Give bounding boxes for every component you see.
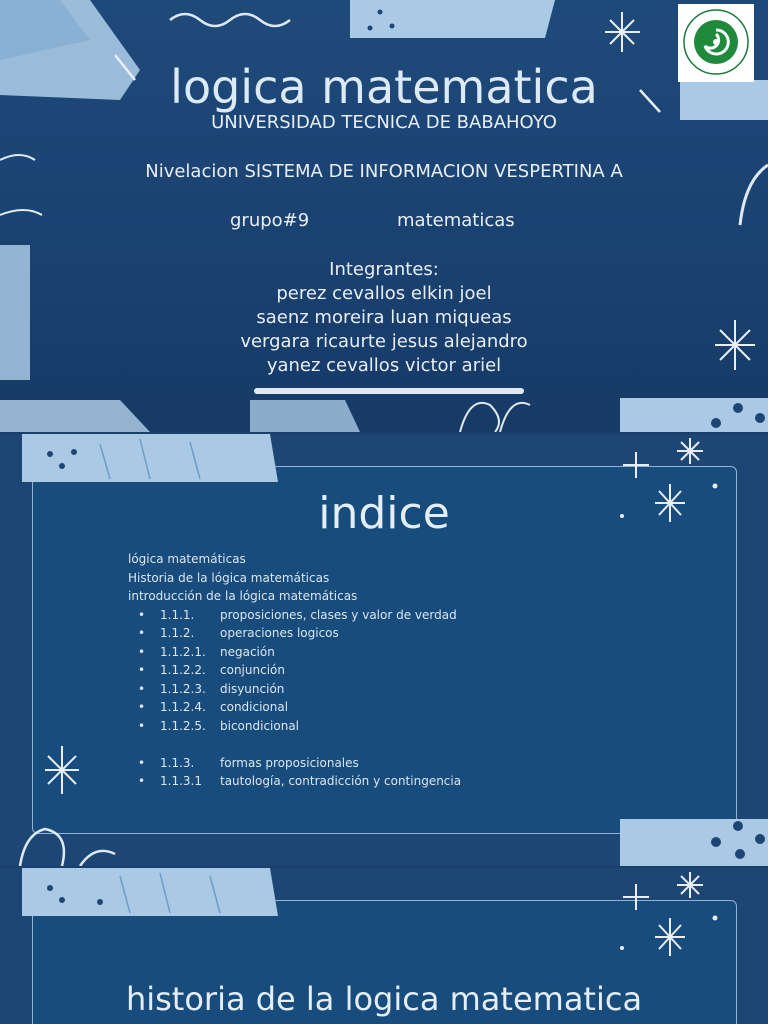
- toc-item: [128, 569, 461, 588]
- bullet: •: [138, 718, 146, 733]
- course-name: Nivelacion SISTEMA DE INFORMACION VESPERTINA A: [145, 161, 623, 182]
- toc-item: [128, 661, 461, 680]
- toc-item-text: formas proposicionales: [220, 755, 359, 770]
- toc-item-text: tautología, contradicción y contingencia: [220, 774, 462, 788]
- bullet: •: [138, 774, 146, 788]
- toc-spacer: [128, 735, 461, 754]
- index-title: indice: [318, 488, 450, 539]
- member-name: perez cevallos elkin joel: [276, 283, 492, 304]
- bullet: •: [138, 700, 146, 714]
- toc-item-text: condicional: [220, 700, 289, 714]
- toc-item: [128, 698, 461, 717]
- toc-item-text: negación: [220, 644, 275, 659]
- bullet: •: [138, 681, 146, 696]
- toc-item: [128, 717, 461, 736]
- toc-number: 1.1.3.1: [160, 774, 202, 788]
- group-label: grupo#9: [230, 210, 310, 231]
- member-name: yanez cevallos victor ariel: [266, 355, 502, 376]
- bullet: •: [138, 663, 146, 677]
- toc-item: [128, 754, 461, 773]
- toc-number: 1.1.2.5.: [160, 718, 206, 733]
- toc-item: [128, 643, 461, 662]
- toc-item-text: bicondicional: [220, 718, 300, 733]
- decorative-underline: [254, 388, 524, 394]
- toc-item: [128, 550, 461, 569]
- index-slide: [0, 434, 768, 866]
- history-title: historia de la logica matematica: [125, 980, 643, 1018]
- toc-number: 1.1.2.2.: [160, 663, 206, 677]
- members-heading: Integrantes:: [329, 259, 439, 280]
- toc-item-text: operaciones logicos: [220, 626, 339, 640]
- table-of-contents: [128, 550, 461, 791]
- toc-item-text: introducción de la lógica matemáticas: [128, 589, 358, 603]
- university-name: UNIVERSIDAD TECNICA DE BABAHOYO: [211, 112, 557, 133]
- bullet: •: [138, 644, 146, 659]
- toc-number: 1.1.3.: [160, 755, 195, 770]
- toc-item: [128, 772, 461, 791]
- toc-number: 1.1.2.3.: [160, 681, 206, 696]
- toc-item-text: proposiciones, clases y valor de verdad: [220, 607, 457, 622]
- toc-number: 1.1.2.: [160, 626, 195, 640]
- toc-item-text: conjunción: [220, 663, 285, 677]
- history-slide: [0, 868, 768, 1024]
- toc-item: [128, 587, 461, 606]
- bullet: •: [138, 626, 146, 640]
- member-name: saenz moreira luan miqueas: [256, 307, 512, 328]
- toc-item: [128, 680, 461, 699]
- bullet: •: [138, 755, 146, 770]
- member-name: vergara ricaurte jesus alejandro: [240, 331, 528, 352]
- toc-item: [128, 606, 461, 625]
- subject-label: matematicas: [397, 210, 515, 231]
- toc-number: 1.1.1.: [160, 607, 195, 622]
- toc-item-text: Historia de la lógica matemáticas: [128, 570, 330, 585]
- toc-item-text: lógica matemáticas: [128, 552, 246, 566]
- bullet: •: [138, 607, 146, 622]
- toc-number: 1.1.2.1.: [160, 644, 206, 659]
- title-slide: [0, 0, 768, 432]
- toc-item: [128, 624, 461, 643]
- toc-item-text: disyunción: [220, 681, 285, 696]
- presentation-title: logica matematica: [170, 60, 598, 114]
- toc-number: 1.1.2.4.: [160, 700, 206, 714]
